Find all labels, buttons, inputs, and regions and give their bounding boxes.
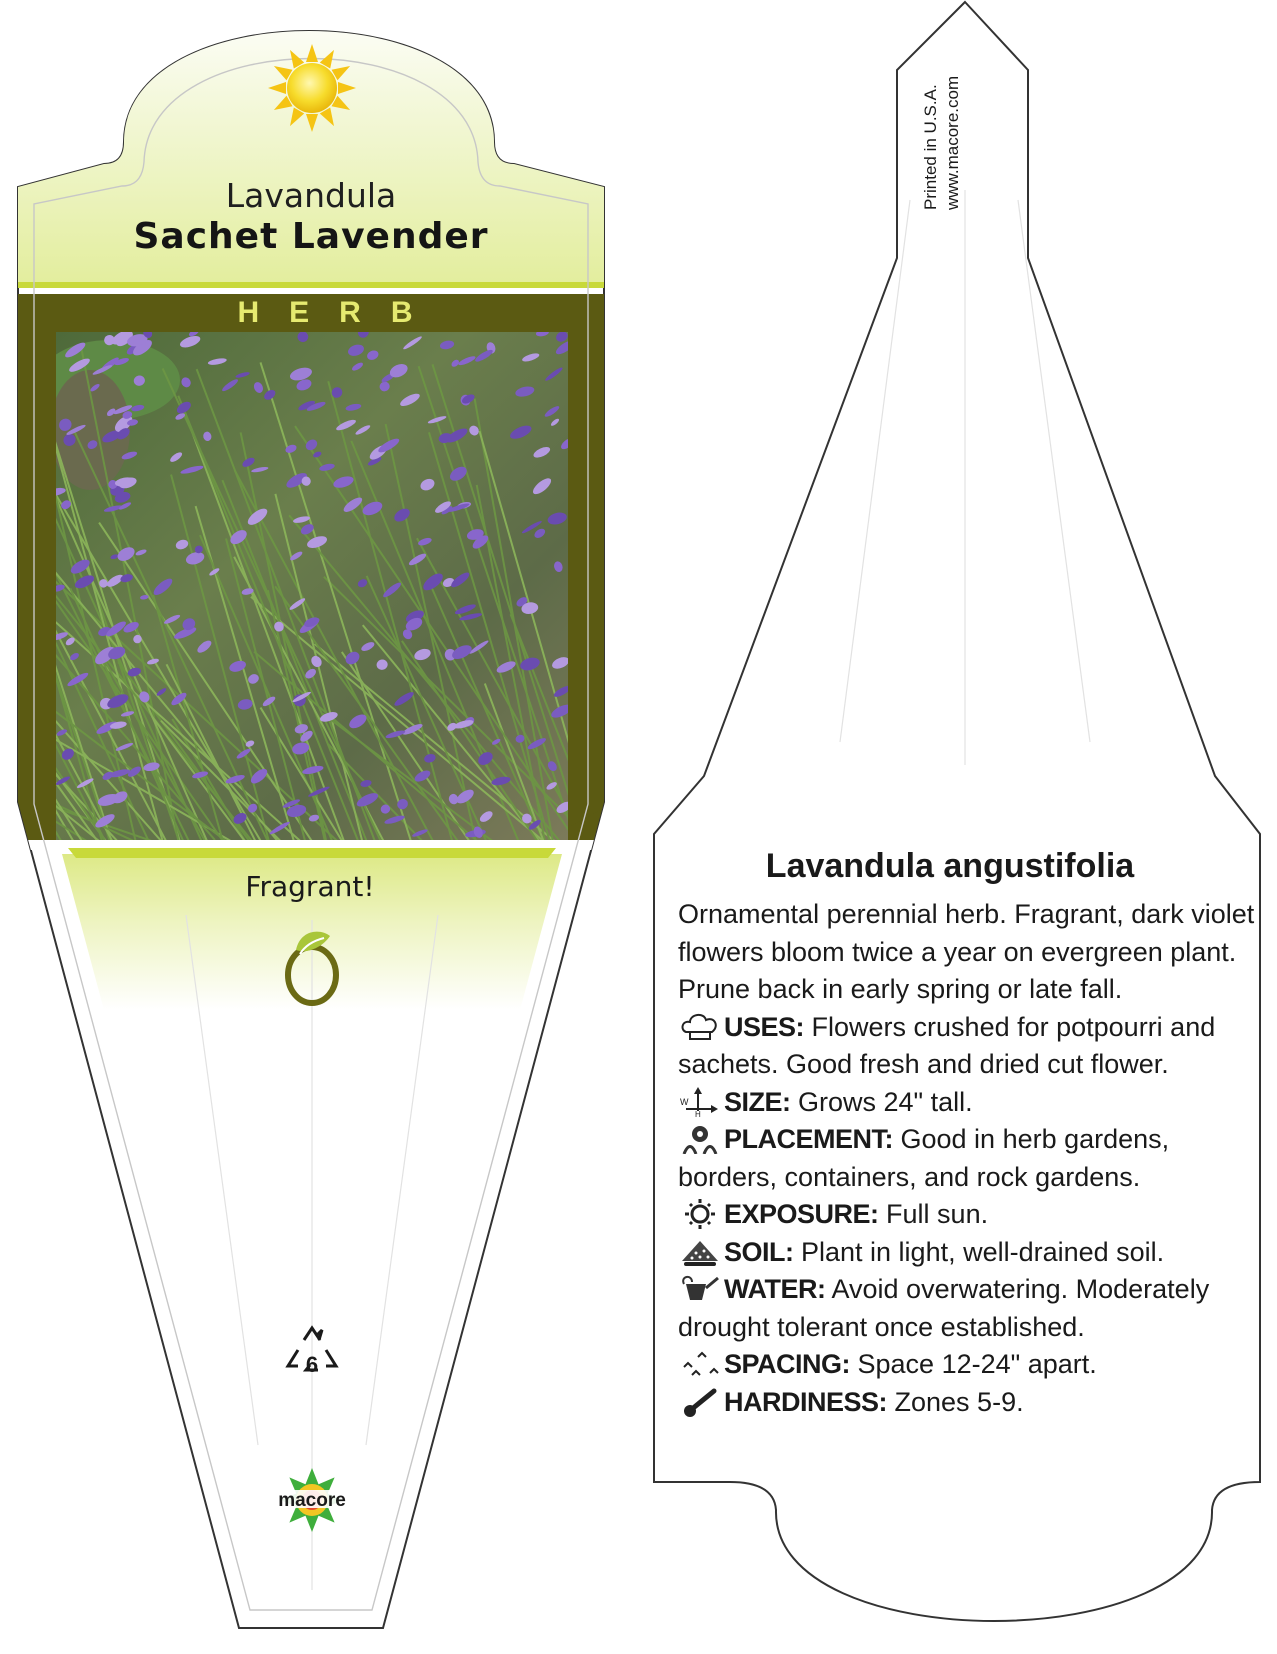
care-detail-row [678,1271,1268,1346]
care-description [678,896,1268,1421]
care-detail-label: HARDINESS: [724,1386,888,1417]
lavender-photo [0,325,611,878]
spacing-sprouts-icon [678,1349,722,1379]
brand-name: macore [278,1490,346,1511]
soil-pile-icon [678,1237,722,1267]
svg-text:W: W [680,1096,689,1107]
care-detail-row [678,1009,1268,1084]
front-common-name: Sachet Lavender [133,216,489,257]
scientific-name: Lavandula angustifolia [765,847,1135,885]
care-detail-row [678,1121,1268,1196]
care-detail-row [678,1196,1268,1234]
care-detail-label: EXPOSURE: [724,1199,879,1229]
care-details-list [678,1009,1268,1422]
care-detail-text: Space 12-24" apart. [850,1349,1097,1379]
care-detail-text: Plant in light, well-drained soil. [793,1236,1165,1267]
care-detail-row [678,1084,1268,1122]
care-detail-label: USES: [724,1011,805,1042]
tagline: Fragrant! [245,870,375,903]
thermometer-icon [678,1387,722,1417]
size-arrows-icon [678,1087,722,1117]
care-detail-label: PLACEMENT: [724,1124,893,1154]
care-detail-text: Full sun. [878,1199,989,1229]
sun-outline-icon [678,1199,722,1229]
care-detail-label: SIZE: [724,1086,791,1117]
care-detail-row [678,1234,1268,1272]
svg-text:H: H [695,1109,701,1117]
care-detail-text: Flowers crushed for potpourri and sachets. Good fresh and dried cut flower. [678,1011,1216,1079]
chef-hat-icon [678,1012,722,1042]
description-text: Ornamental perennial herb. Fragrant, dark violet flowers bloom twice a year on evergreen plant. Prune back in early spring or late fall. [678,899,1255,1004]
care-detail-text: Avoid overwatering. Moderately drought tolerant once established. [678,1274,1210,1342]
front-genus-name: Lavandula [225,176,397,215]
care-detail-row [678,1384,1268,1422]
watering-can-icon [678,1274,722,1304]
category-label: HERB [237,296,443,329]
recycle-number: 6 [305,1352,319,1377]
care-detail-label: SOIL: [724,1236,794,1267]
printed-info [920,76,964,210]
care-detail-text: Good in herb gardens, borders, containers, and rock gardens. [678,1124,1170,1192]
care-detail-text: Zones 5-9. [887,1386,1024,1417]
placement-flower-icon [678,1124,722,1154]
website-line: www.macore.com [943,75,962,210]
care-detail-text: Grows 24" tall. [790,1086,973,1117]
care-detail-label: WATER: [724,1274,826,1304]
care-detail-row [678,1346,1268,1384]
care-detail-label: SPACING: [724,1349,851,1379]
printed-line: Printed in U.S.A. [921,84,940,210]
